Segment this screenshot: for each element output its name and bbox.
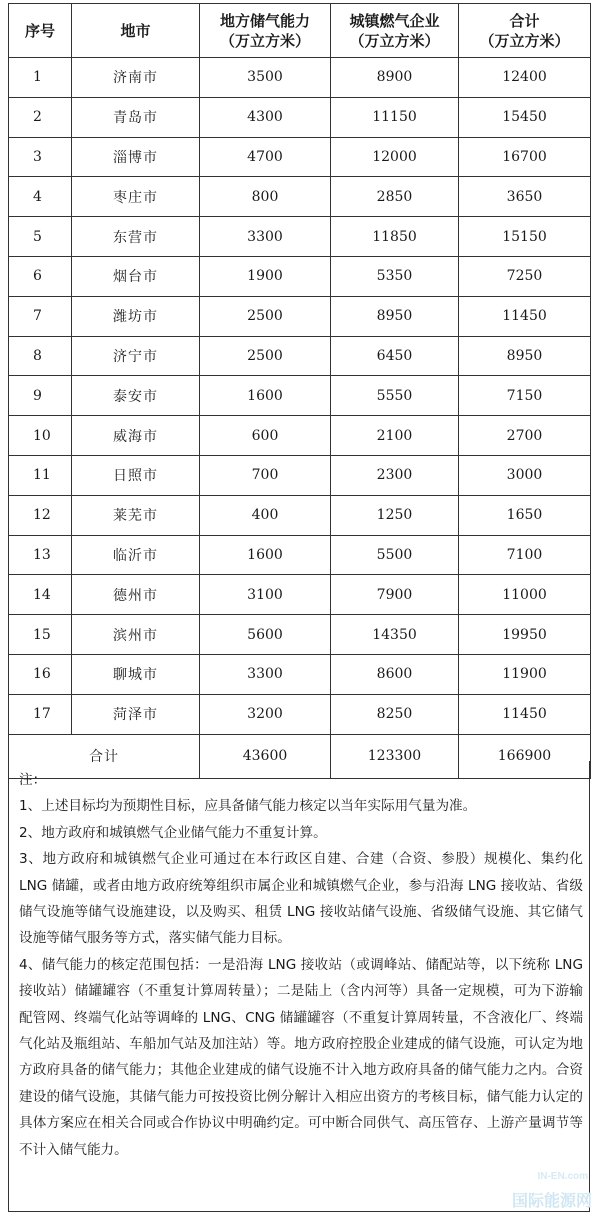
- row-gas-enterprise: 11850: [331, 217, 459, 257]
- row-total: 11450: [459, 296, 591, 336]
- row-gas-enterprise: 8250: [331, 694, 459, 734]
- row-local-capacity: 700: [200, 455, 331, 495]
- row-seq: 11: [9, 455, 72, 495]
- table-row: [9, 177, 591, 217]
- row-gas-enterprise: 12000: [331, 137, 459, 177]
- row-total: 1650: [459, 495, 591, 535]
- header-total: 合计 （万立方米）: [459, 4, 591, 58]
- table-row: [9, 97, 591, 137]
- row-total: 7150: [459, 376, 591, 416]
- table-row: [9, 615, 591, 655]
- row-local-capacity: 1600: [200, 535, 331, 575]
- row-seq: 12: [9, 495, 72, 535]
- row-gas-enterprise: 1250: [331, 495, 459, 535]
- row-seq: 14: [9, 575, 72, 615]
- header-gas-enterprise: 城镇燃气企业 （万立方米）: [331, 4, 459, 58]
- row-gas-enterprise: 5350: [331, 256, 459, 296]
- row-local-capacity: 3300: [200, 217, 331, 257]
- row-gas-enterprise: 2300: [331, 455, 459, 495]
- row-local-capacity: 4300: [200, 97, 331, 137]
- row-seq: 4: [9, 177, 72, 217]
- row-gas-enterprise: 7900: [331, 575, 459, 615]
- header-local-capacity: 地方储气能力 （万立方米）: [200, 4, 331, 58]
- row-gas-enterprise: 6450: [331, 336, 459, 376]
- table-row: [9, 455, 591, 495]
- row-city: 聊城市: [72, 654, 200, 694]
- row-seq: 9: [9, 376, 72, 416]
- total-gas: 123300: [331, 734, 459, 778]
- row-total: 8950: [459, 336, 591, 376]
- table-row: [9, 575, 591, 615]
- row-gas-enterprise: 8900: [331, 58, 459, 98]
- row-total: 15150: [459, 217, 591, 257]
- row-local-capacity: 4700: [200, 137, 331, 177]
- table-row: [9, 217, 591, 257]
- row-city: 济南市: [72, 58, 200, 98]
- note-item: 2、地方政府和城镇燃气企业储气能力不重复计算。: [19, 824, 327, 841]
- row-city: 东营市: [72, 217, 200, 257]
- row-seq: 2: [9, 97, 72, 137]
- row-city: 泰安市: [72, 376, 200, 416]
- row-city: 潍坊市: [72, 296, 200, 336]
- row-seq: 8: [9, 336, 72, 376]
- row-total: 3650: [459, 177, 591, 217]
- row-seq: 7: [9, 296, 72, 336]
- row-total: 2700: [459, 416, 591, 456]
- note-item: 3、地方政府和城镇燃气企业可通过在本行政区自建、合建（合资、参股）规模化、集约化 LNG 储罐，或者由地方政府统筹组织市属企业和城镇燃气企业，参与沿海 LNG 接收站、省级储气设施等储气设施建设，以及购买、租赁 LNG 接收站储气设施、省级储气设施、其它储气设施等储气服务等方式，落实储气能力目标。: [19, 851, 583, 947]
- row-local-capacity: 2500: [200, 296, 331, 336]
- row-local-capacity: 3100: [200, 575, 331, 615]
- table-row: [9, 654, 591, 694]
- row-city: 淄博市: [72, 137, 200, 177]
- row-total: 7250: [459, 256, 591, 296]
- table-row: [9, 535, 591, 575]
- row-seq: 3: [9, 137, 72, 177]
- row-seq: 17: [9, 694, 72, 734]
- watermark-name: 国际能源网: [511, 1193, 592, 1210]
- row-seq: 6: [9, 256, 72, 296]
- row-city: 滨州市: [72, 615, 200, 655]
- row-seq: 10: [9, 416, 72, 456]
- row-local-capacity: 3300: [200, 654, 331, 694]
- total-label: 合计: [9, 734, 200, 778]
- row-seq: 1: [9, 58, 72, 98]
- header-seq: 序号: [9, 4, 72, 58]
- row-total: 11900: [459, 654, 591, 694]
- row-local-capacity: 5600: [200, 615, 331, 655]
- row-city: 枣庄市: [72, 177, 200, 217]
- row-gas-enterprise: 5500: [331, 535, 459, 575]
- row-gas-enterprise: 14350: [331, 615, 459, 655]
- row-city: 德州市: [72, 575, 200, 615]
- row-seq: 15: [9, 615, 72, 655]
- row-city: 青岛市: [72, 97, 200, 137]
- row-city: 济宁市: [72, 336, 200, 376]
- row-gas-enterprise: 11150: [331, 97, 459, 137]
- row-local-capacity: 1900: [200, 256, 331, 296]
- total-sum: 166900: [459, 734, 591, 778]
- total-local: 43600: [200, 734, 331, 778]
- row-city: 烟台市: [72, 256, 200, 296]
- table-row: [9, 336, 591, 376]
- row-gas-enterprise: 5550: [331, 376, 459, 416]
- row-total: 19950: [459, 615, 591, 655]
- row-local-capacity: 1600: [200, 376, 331, 416]
- row-total: 12400: [459, 58, 591, 98]
- row-total: 3000: [459, 455, 591, 495]
- row-local-capacity: 3200: [200, 694, 331, 734]
- row-total: 11450: [459, 694, 591, 734]
- watermark-logo: [474, 1169, 592, 1211]
- row-city: 日照市: [72, 455, 200, 495]
- row-city: 威海市: [72, 416, 200, 456]
- table-row: [9, 694, 591, 734]
- row-total: 11000: [459, 575, 591, 615]
- table-row: [9, 416, 591, 456]
- row-city: 临沂市: [72, 535, 200, 575]
- table-row: [9, 495, 591, 535]
- row-city: 菏泽市: [72, 694, 200, 734]
- row-gas-enterprise: 2850: [331, 177, 459, 217]
- storage-capacity-table: [8, 3, 591, 779]
- row-local-capacity: 400: [200, 495, 331, 535]
- row-total: 15450: [459, 97, 591, 137]
- header-city: 地市: [72, 4, 200, 58]
- row-local-capacity: 2500: [200, 336, 331, 376]
- row-local-capacity: 800: [200, 177, 331, 217]
- row-gas-enterprise: 8600: [331, 654, 459, 694]
- table-row: [9, 58, 591, 98]
- row-total: 7100: [459, 535, 591, 575]
- row-seq: 5: [9, 217, 72, 257]
- row-seq: 16: [9, 654, 72, 694]
- table-row: [9, 376, 591, 416]
- watermark-url: IN-EN.com: [537, 1171, 588, 1182]
- note-item: 1、上述目标均为预期性目标，应具备储气能力核定以当年实际用气量为准。: [19, 798, 477, 815]
- row-gas-enterprise: 8950: [331, 296, 459, 336]
- row-local-capacity: 3500: [200, 58, 331, 98]
- notes-section: [8, 761, 590, 1212]
- notes-heading: 注：: [19, 772, 47, 788]
- row-gas-enterprise: 2100: [331, 416, 459, 456]
- row-total: 16700: [459, 137, 591, 177]
- table-row: [9, 296, 591, 336]
- note-item: 4、储气能力的核定范围包括：一是沿海 LNG 接收站（或调峰站、储配站等，以下统称 LNG 接收站）储罐罐容（不重复计算周转量）；二是陆上（含内河等）具备一定规模，可为下游输配管网、终端气化站等调峰的 LNG、CNG 储罐罐容（不重复计算周转量，不含液化厂、终端气化站及瓶组站、车船加气站及加注站）等。地方政府控股企业建成的储气设施，可认定为地方政府具备的储气能力；其他企业建成的储气设施不计入地方政府具备的储气能力之内。合资建设的储气设施，其储气能力可按投资比例分解计入相应出资方的考核目标，储气能力认定的具体方案应在相关合同或合作协议中明确约定。可中断合同供气、高压管存、上游产量调节等不计入储气能力。: [19, 956, 583, 1158]
- table-row: [9, 137, 591, 177]
- table-header-row: [9, 4, 591, 58]
- row-city: 莱芜市: [72, 495, 200, 535]
- table-row: [9, 256, 591, 296]
- row-local-capacity: 600: [200, 416, 331, 456]
- row-seq: 13: [9, 535, 72, 575]
